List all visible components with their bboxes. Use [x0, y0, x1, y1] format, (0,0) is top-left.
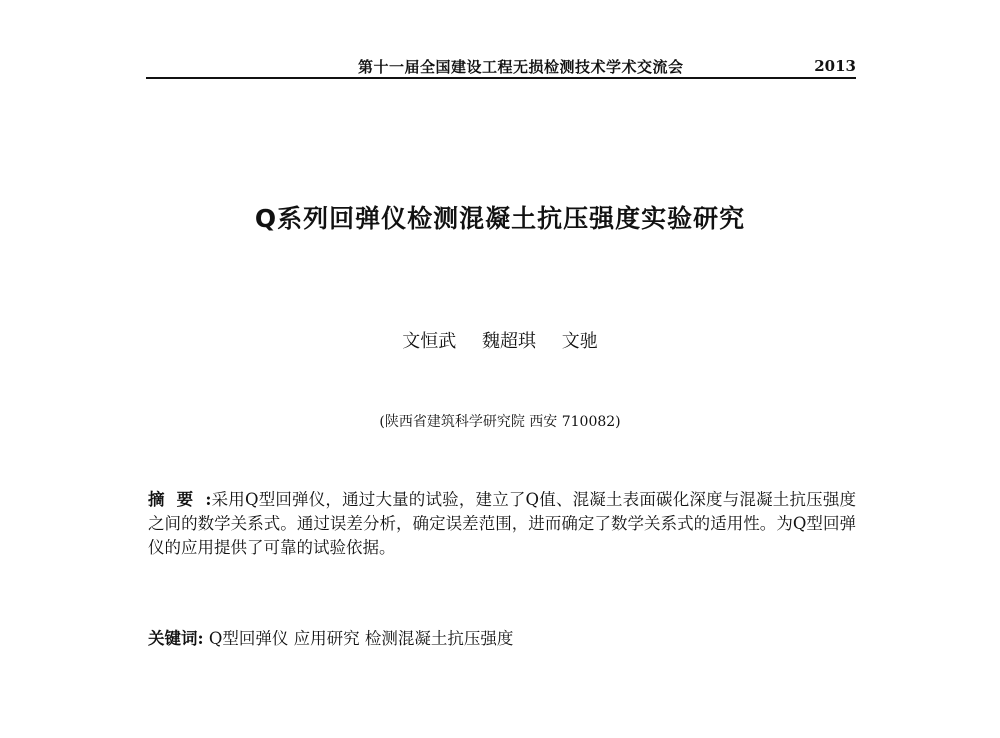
keywords-text: Q型回弹仪 应用研究 检测混凝土抗压强度 — [208, 629, 514, 648]
running-header — [146, 50, 856, 80]
author-1: 文恒武 — [402, 331, 457, 352]
abstract — [148, 488, 856, 560]
keywords — [148, 625, 856, 649]
header-rule — [146, 77, 856, 79]
paper-title: Q系列回弹仪检测混凝土抗压强度实验研究 — [254, 204, 746, 233]
abstract-label: 摘要 — [148, 490, 206, 509]
abstract-text: 采用Q型回弹仪，通过大量的试验，建立了Q值、混凝土表面碳化深度与混凝土抗压强度之间的数学关系式。通过误差分析，确定误差范围，进而确定了数学关系式的适用性。为Q型回弹仪的应用提供了可靠的试验依据。 — [148, 490, 856, 557]
affiliation: (陕西省建筑科学研究院 西安 710082) — [379, 414, 621, 430]
author-list — [0, 327, 1000, 353]
conference-name: 第十一届全国建设工程无损检测技术学术交流会 — [358, 58, 684, 76]
author-2: 魏超琪 — [482, 331, 536, 352]
author-3: 文驰 — [561, 331, 598, 352]
abstract-colon: : — [205, 490, 212, 509]
keywords-label: 关键词: — [148, 629, 204, 648]
conference-year: 2013 — [814, 57, 856, 75]
